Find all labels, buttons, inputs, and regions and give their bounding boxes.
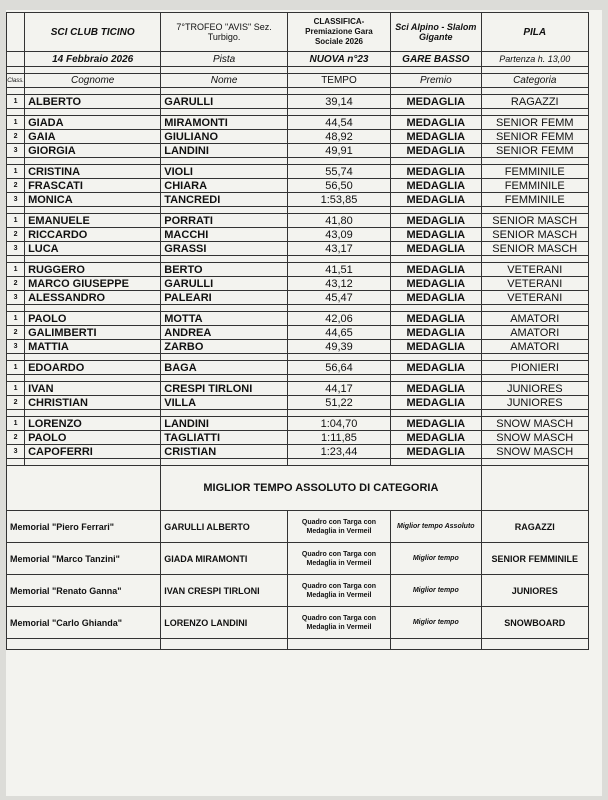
nome-cell: VILLA	[161, 396, 288, 410]
rank-cell: 3	[7, 291, 25, 305]
club-name: SCI CLUB TICINO	[25, 13, 161, 52]
memorial-category: SNOWBOARD	[481, 607, 588, 639]
categoria-cell: SNOW MASCH	[481, 417, 588, 431]
cognome-cell: LUCA	[25, 242, 161, 256]
result-row	[7, 326, 589, 340]
nome-cell: TANCREDI	[161, 193, 288, 207]
tempo-cell: 44,17	[287, 382, 390, 396]
nome-cell: BERTO	[161, 263, 288, 277]
race-date: 14 Febbraio 2026	[25, 52, 161, 67]
pista-label: Pista	[161, 52, 288, 67]
rank-cell: 2	[7, 130, 25, 144]
memorial-winner: LORENZO LANDINI	[161, 607, 288, 639]
categoria-cell: VETERANI	[481, 291, 588, 305]
column-header-row	[7, 74, 589, 88]
rank-cell: 1	[7, 116, 25, 130]
memorial-category: RAGAZZI	[481, 511, 588, 543]
memorial-winner: GIADA MIRAMONTI	[161, 543, 288, 575]
nome-cell: GARULLI	[161, 95, 288, 109]
tempo-cell: 48,92	[287, 130, 390, 144]
memorial-category: SENIOR FEMMINILE	[481, 543, 588, 575]
rank-cell: 3	[7, 193, 25, 207]
rank-cell: 3	[7, 340, 25, 354]
rank-cell: 2	[7, 326, 25, 340]
result-row	[7, 116, 589, 130]
tempo-cell: 39,14	[287, 95, 390, 109]
result-row	[7, 179, 589, 193]
nome-cell: CHIARA	[161, 179, 288, 193]
rank-cell: 2	[7, 277, 25, 291]
nome-cell: BAGA	[161, 361, 288, 375]
result-row	[7, 263, 589, 277]
premio-cell: MEDAGLIA	[391, 263, 481, 277]
cognome-cell: ALBERTO	[25, 95, 161, 109]
spacer-row	[7, 375, 589, 382]
premio-cell: MEDAGLIA	[391, 396, 481, 410]
cognome-cell: MONICA	[25, 193, 161, 207]
premio-cell: MEDAGLIA	[391, 130, 481, 144]
cognome-cell: CAPOFERRI	[25, 445, 161, 459]
premio-cell: MEDAGLIA	[391, 228, 481, 242]
premio-cell: MEDAGLIA	[391, 242, 481, 256]
footer-row	[7, 639, 589, 650]
cognome-cell: CRISTINA	[25, 165, 161, 179]
categoria-cell: VETERANI	[481, 263, 588, 277]
result-row	[7, 193, 589, 207]
memorial-name: Memorial "Carlo Ghianda"	[7, 607, 161, 639]
result-row	[7, 144, 589, 158]
premio-cell: MEDAGLIA	[391, 179, 481, 193]
rank-cell: 2	[7, 179, 25, 193]
spacer-row	[7, 207, 589, 214]
tempo-cell: 41,80	[287, 214, 390, 228]
cognome-cell: ALESSANDRO	[25, 291, 161, 305]
categoria-cell: SENIOR MASCH	[481, 242, 588, 256]
categoria-cell: JUNIORES	[481, 396, 588, 410]
categoria-cell: FEMMINILE	[481, 193, 588, 207]
result-row	[7, 361, 589, 375]
cognome-cell: EMANUELE	[25, 214, 161, 228]
tempo-cell: 56,64	[287, 361, 390, 375]
premio-cell: MEDAGLIA	[391, 326, 481, 340]
tempo-cell: 1:11,85	[287, 431, 390, 445]
categoria-cell: SENIOR FEMM	[481, 130, 588, 144]
header-blank	[7, 52, 25, 67]
premio-cell: MEDAGLIA	[391, 312, 481, 326]
tempo-cell: 1:23,44	[287, 445, 390, 459]
tempo-cell: 49,39	[287, 340, 390, 354]
memorial-row	[7, 575, 589, 607]
premio-cell: MEDAGLIA	[391, 95, 481, 109]
nome-cell: ANDREA	[161, 326, 288, 340]
cognome-cell: PAOLO	[25, 312, 161, 326]
rank-cell: 3	[7, 445, 25, 459]
memorial-name: Memorial "Piero Ferrari"	[7, 511, 161, 543]
spacer-row	[7, 256, 589, 263]
memorial-category: JUNIORES	[481, 575, 588, 607]
premio-cell: MEDAGLIA	[391, 382, 481, 396]
rank-cell: 1	[7, 214, 25, 228]
result-row	[7, 445, 589, 459]
cognome-cell: RUGGERO	[25, 263, 161, 277]
result-row	[7, 417, 589, 431]
rank-cell: 2	[7, 396, 25, 410]
nome-cell: MOTTA	[161, 312, 288, 326]
tempo-cell: 1:53,85	[287, 193, 390, 207]
rank-cell: 1	[7, 382, 25, 396]
start-time: Partenza h. 13,00	[481, 52, 588, 67]
categoria-cell: AMATORI	[481, 326, 588, 340]
header-blank	[7, 13, 25, 52]
rank-cell: 1	[7, 165, 25, 179]
cognome-cell: FRASCATI	[25, 179, 161, 193]
memorial-prize: Quadro con Targa con Medaglia in Vermeil	[287, 543, 390, 575]
memorial-award: Miglior tempo Assoluto	[391, 511, 481, 543]
nome-cell: CRISTIAN	[161, 445, 288, 459]
premio-cell: MEDAGLIA	[391, 417, 481, 431]
categoria-cell: AMATORI	[481, 312, 588, 326]
col-cognome: Cognome	[25, 74, 161, 88]
tempo-cell: 51,22	[287, 396, 390, 410]
trophy-name: 7°TROFEO "AVIS" Sez. Turbigo.	[161, 13, 288, 52]
premio-cell: MEDAGLIA	[391, 116, 481, 130]
header-row-2	[7, 52, 589, 67]
nome-cell: GRASSI	[161, 242, 288, 256]
premio-cell: MEDAGLIA	[391, 445, 481, 459]
memorial-winner: GARULLI ALBERTO	[161, 511, 288, 543]
cognome-cell: GIADA	[25, 116, 161, 130]
memorial-title: MIGLIOR TEMPO ASSOLUTO DI CATEGORIA	[161, 466, 481, 511]
memorial-prize: Quadro con Targa con Medaglia in Vermeil	[287, 575, 390, 607]
tempo-cell: 43,09	[287, 228, 390, 242]
spacer-row	[7, 459, 589, 466]
memorial-award: Miglior tempo	[391, 543, 481, 575]
results-table	[6, 12, 589, 650]
premio-cell: MEDAGLIA	[391, 277, 481, 291]
result-row	[7, 340, 589, 354]
categoria-cell: JUNIORES	[481, 382, 588, 396]
classifica-title: CLASSIFICA- Premiazione Gara Sociale 2026	[287, 13, 390, 52]
spacer-row	[7, 88, 589, 95]
categoria-cell: SNOW MASCH	[481, 445, 588, 459]
memorial-header-row	[7, 466, 589, 511]
categoria-cell: FEMMINILE	[481, 165, 588, 179]
col-categoria: Categoria	[481, 74, 588, 88]
nome-cell: GARULLI	[161, 277, 288, 291]
spacer-row	[7, 109, 589, 116]
col-premio: Premio	[391, 74, 481, 88]
memorial-name: Memorial "Marco Tanzini"	[7, 543, 161, 575]
tempo-cell: 42,06	[287, 312, 390, 326]
categoria-cell: FEMMINILE	[481, 179, 588, 193]
tempo-cell: 56,50	[287, 179, 390, 193]
cognome-cell: CHRISTIAN	[25, 396, 161, 410]
spacer-row	[7, 410, 589, 417]
categoria-cell: SENIOR FEMM	[481, 144, 588, 158]
result-row	[7, 130, 589, 144]
categoria-cell: RAGAZZI	[481, 95, 588, 109]
cognome-cell: PAOLO	[25, 431, 161, 445]
rank-cell: 3	[7, 242, 25, 256]
rank-cell: 1	[7, 263, 25, 277]
memorial-winner: IVAN CRESPI TIRLONI	[161, 575, 288, 607]
cognome-cell: LORENZO	[25, 417, 161, 431]
spacer-row	[7, 67, 589, 74]
spacer-row	[7, 158, 589, 165]
result-row	[7, 312, 589, 326]
tempo-cell: 45,47	[287, 291, 390, 305]
premio-cell: MEDAGLIA	[391, 193, 481, 207]
memorial-award: Miglior tempo	[391, 575, 481, 607]
result-row	[7, 242, 589, 256]
cognome-cell: EDOARDO	[25, 361, 161, 375]
categoria-cell: SENIOR FEMM	[481, 116, 588, 130]
rank-cell: 1	[7, 95, 25, 109]
categoria-cell: SENIOR MASCH	[481, 228, 588, 242]
categoria-cell: VETERANI	[481, 277, 588, 291]
col-class: Class.	[7, 74, 25, 88]
cognome-cell: MARCO GIUSEPPE	[25, 277, 161, 291]
rank-cell: 2	[7, 228, 25, 242]
nome-cell: ZARBO	[161, 340, 288, 354]
tempo-cell: 49,91	[287, 144, 390, 158]
rank-cell: 1	[7, 417, 25, 431]
result-row	[7, 277, 589, 291]
spacer-row	[7, 305, 589, 312]
header-row-1	[7, 13, 589, 52]
premio-cell: MEDAGLIA	[391, 361, 481, 375]
result-row	[7, 396, 589, 410]
result-row	[7, 95, 589, 109]
cognome-cell: MATTIA	[25, 340, 161, 354]
rank-cell: 2	[7, 431, 25, 445]
col-tempo: TEMPO	[287, 74, 390, 88]
col-nome: Nome	[161, 74, 288, 88]
rank-cell: 3	[7, 144, 25, 158]
nome-cell: VIOLI	[161, 165, 288, 179]
nome-cell: TAGLIATTI	[161, 431, 288, 445]
categoria-cell: AMATORI	[481, 340, 588, 354]
memorial-award: Miglior tempo	[391, 607, 481, 639]
cognome-cell: GIORGIA	[25, 144, 161, 158]
categoria-cell: SNOW MASCH	[481, 431, 588, 445]
tempo-cell: 43,12	[287, 277, 390, 291]
memorial-name: Memorial "Renato Ganna"	[7, 575, 161, 607]
categoria-cell: SENIOR MASCH	[481, 214, 588, 228]
nome-cell: PALEARI	[161, 291, 288, 305]
nome-cell: MACCHI	[161, 228, 288, 242]
memorial-prize: Quadro con Targa con Medaglia in Vermeil	[287, 607, 390, 639]
rank-cell: 1	[7, 361, 25, 375]
result-row	[7, 382, 589, 396]
premio-cell: MEDAGLIA	[391, 165, 481, 179]
result-row	[7, 291, 589, 305]
spacer-row	[7, 354, 589, 361]
premio-cell: MEDAGLIA	[391, 291, 481, 305]
memorial-row	[7, 607, 589, 639]
tempo-cell: 41,51	[287, 263, 390, 277]
nome-cell: CRESPI TIRLONI	[161, 382, 288, 396]
categoria-cell: PIONIERI	[481, 361, 588, 375]
cognome-cell: IVAN	[25, 382, 161, 396]
result-row	[7, 165, 589, 179]
tempo-cell: 1:04,70	[287, 417, 390, 431]
location: PILA	[481, 13, 588, 52]
tempo-cell: 44,65	[287, 326, 390, 340]
cognome-cell: GALIMBERTI	[25, 326, 161, 340]
premio-cell: MEDAGLIA	[391, 340, 481, 354]
tempo-cell: 44,54	[287, 116, 390, 130]
nome-cell: GIULIANO	[161, 130, 288, 144]
cognome-cell: GAIA	[25, 130, 161, 144]
cognome-cell: RICCARDO	[25, 228, 161, 242]
pista-name: NUOVA n°23	[287, 52, 390, 67]
result-row	[7, 228, 589, 242]
premio-cell: MEDAGLIA	[391, 431, 481, 445]
nome-cell: LANDINI	[161, 144, 288, 158]
premio-cell: MEDAGLIA	[391, 214, 481, 228]
premio-cell: MEDAGLIA	[391, 144, 481, 158]
tempo-cell: 43,17	[287, 242, 390, 256]
memorial-prize: Quadro con Targa con Medaglia in Vermeil	[287, 511, 390, 543]
memorial-row	[7, 511, 589, 543]
nome-cell: PORRATI	[161, 214, 288, 228]
nome-cell: MIRAMONTI	[161, 116, 288, 130]
discipline: Sci Alpino - Slalom Gigante	[391, 13, 481, 52]
nome-cell: LANDINI	[161, 417, 288, 431]
result-row	[7, 431, 589, 445]
gare-name: GARE BASSO	[391, 52, 481, 67]
tempo-cell: 55,74	[287, 165, 390, 179]
rank-cell: 1	[7, 312, 25, 326]
memorial-row	[7, 543, 589, 575]
result-row	[7, 214, 589, 228]
